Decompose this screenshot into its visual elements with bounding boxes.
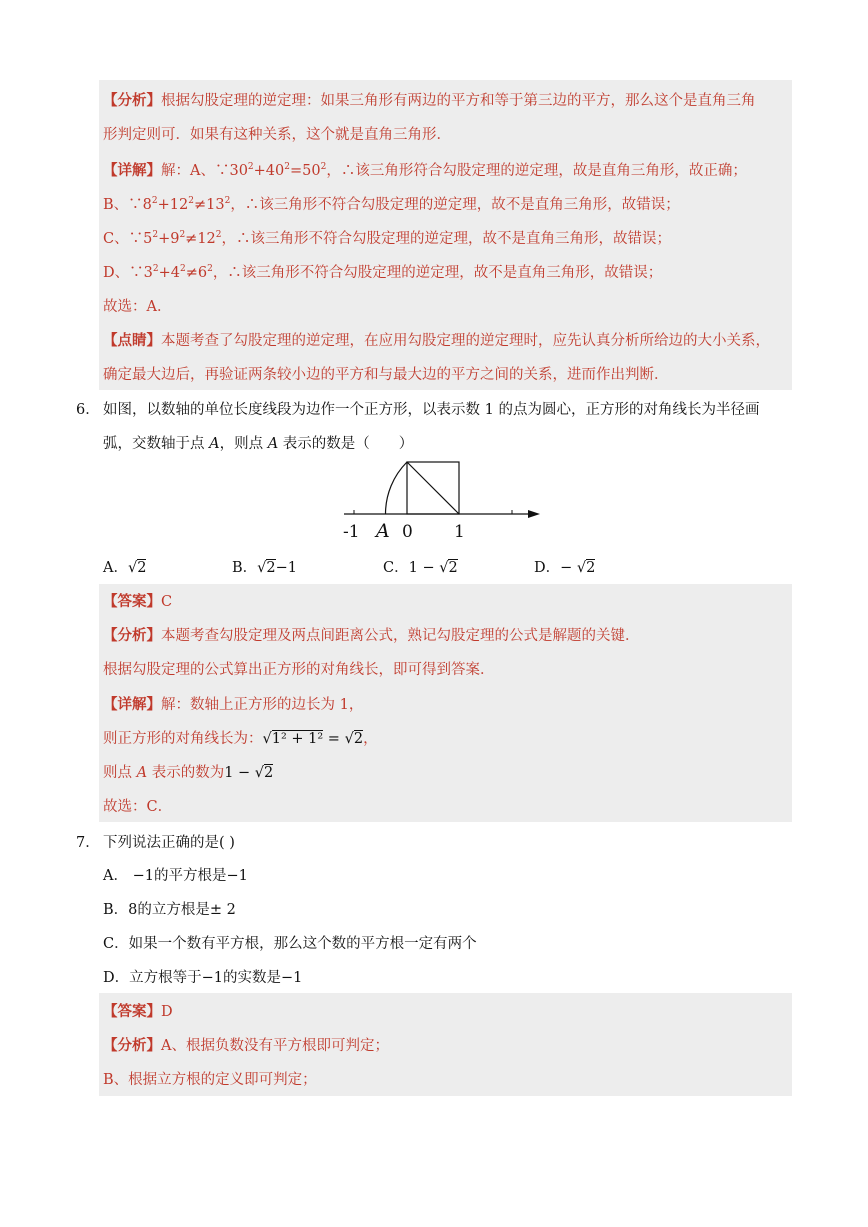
q5-detail-b: B、$\because 8^2+12^2\ne 13^2$，∴该三角形不符合勾股定理的逆定理，故不是直角三角形，故错误； [103,196,680,213]
label-one: 1 [454,522,465,542]
q6-option-a[interactable]: A．√2 [103,560,147,576]
label-point-a: A [376,520,390,542]
q6-detail-line3: 则点 A 表示的数为1 − √2 [103,765,274,781]
q5-analysis-line2: 形判定则可．如果有这种关系，这个就是直角三角形． [103,127,451,143]
q6-number: 6． [76,402,100,418]
q5-detail-c: C、$\because 5^2+9^2\ne 12^2$，∴该三角形不符合勾股定理的逆定理，故不是直角三角形，故错误； [103,230,672,247]
q6-stem-line1: 如图，以数轴的单位长度线段为边作一个正方形，以表示数 1 的点为圆心，正方形的对角线长为半径画 [103,402,760,418]
q6-analysis-line2: 根据勾股定理的公式算出正方形的对角线长，即可得到答案． [103,662,495,678]
q6-answer: 【答案】C [103,593,173,610]
q5-comment-line2: 确定最大边后，再验证两条较小边的平方和与最大边的平方之间的关系，进而作出判断． [103,367,669,383]
q5-choice: 故选：A． [103,299,172,315]
q7-option-a[interactable]: A． −1的平方根是−1 [103,868,248,884]
q7-number: 7． [76,835,100,851]
q5-analysis-line1: 【分析】根据勾股定理的逆定理：如果三角形有两边的平方和等于第三边的平方，那么这个是直角三角 [103,92,756,109]
q7-stem: 下列说法正确的是( ) [103,835,235,851]
q5-detail-a: 【详解】解：A、$\because 30^2+40^2=50^2$，∴该三角形符合勾股定理的逆定理，故是直角三角形，故正确； [103,162,747,179]
q7-option-b[interactable]: B．8的立方根是± 2 [103,902,236,918]
q5-comment-line1: 【点睛】本题考查了勾股定理的逆定理，在应用勾股定理的逆定理时，应先认真分析所给边的大小关系， [103,332,770,349]
number-line-figure [340,455,550,545]
q6-detail-line2: 则正方形的对角线长为：√1² + 1² = √2， [103,731,378,747]
q6-option-c[interactable]: C．1 − √2 [383,560,458,576]
q6-choice: 故选：C． [103,799,173,815]
q7-option-d[interactable]: D．立方根等于−1的实数是−1 [103,970,303,986]
q7-option-c[interactable]: C．如果一个数有平方根，那么这个数的平方根一定有两个 [103,936,477,952]
arc [385,462,407,514]
label-minus-one: -1 [343,522,360,542]
label-zero: 0 [402,522,413,542]
q6-analysis-line1: 【分析】本题考查勾股定理及两点间距离公式，熟记勾股定理的公式是解题的关键． [103,627,640,644]
axis-arrow-icon [528,510,540,518]
q5-detail-d: D、$\because 3^2+4^2\ne 6^2$，∴该三角形不符合勾股定理的逆定理，故不是直角三角形，故错误； [103,264,663,281]
q6-option-d[interactable]: D．− √2 [534,560,596,576]
square-diagonal [407,462,459,514]
q6-option-b[interactable]: B．√2−1 [232,560,298,576]
q7-answer: 【答案】D [103,1003,173,1020]
q7-analysis-line1: 【分析】A、根据负数没有平方根即可判定； [103,1037,389,1054]
q6-stem-line2: 弧，交数轴于点 A，则点 A 表示的数是（ ） [103,436,414,452]
q7-analysis-line2: B、根据立方根的定义即可判定； [103,1072,317,1088]
q6-detail-line1: 【详解】解：数轴上正方形的边长为 1， [103,696,364,713]
